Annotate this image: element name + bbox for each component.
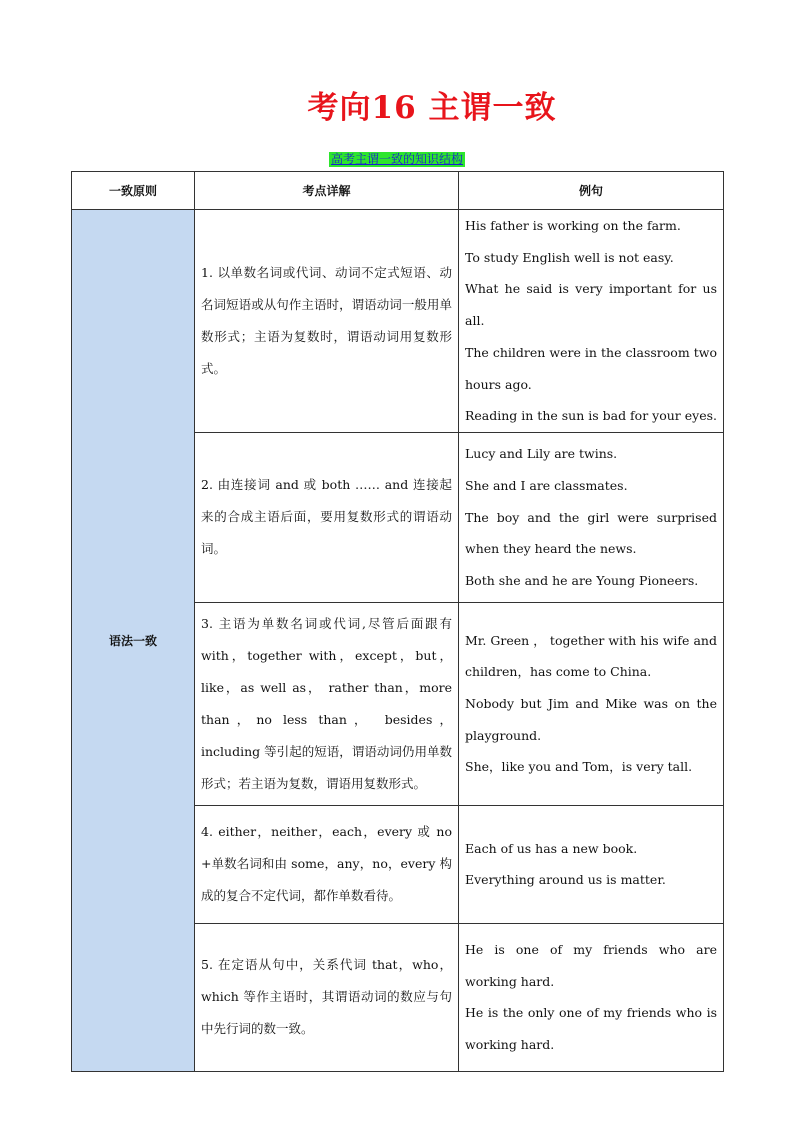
- example-sentence: She and I are classmates.: [465, 477, 628, 493]
- detail-cell: 2. 由连接词 and 或 both …… and 连接起来的合成主语后面，要用复数形式的谓语动词。: [195, 432, 459, 602]
- example-sentence: The children were in the classroom two hours ago.: [465, 344, 717, 392]
- header-detail: 考点详解: [195, 172, 459, 210]
- detail-cell: 3. 主语为单数名词或代词,尽管后面跟有 with，together with，except，but，like，as well as， rather than，more than，no less than， besides，including 等引起的短语，谓语动词仍用单数形式；若主语为复数，谓语用复数形式。: [195, 602, 459, 805]
- header-principle: 一致原则: [72, 172, 195, 210]
- example-sentence: He is one of my friends who are working hard.: [465, 942, 717, 989]
- table-row: [72, 210, 724, 433]
- principle-cell: 语法一致: [72, 210, 195, 1072]
- example-sentence: Nobody but Jim and Mike was on the playground.: [465, 696, 717, 743]
- example-sentence: She，like you and Tom，is very tall.: [465, 759, 693, 775]
- example-cell: [459, 805, 724, 923]
- example-cell: [459, 210, 724, 433]
- example-sentence: Everything around us is matter.: [465, 872, 666, 888]
- section-subtitle: 高考主谓一致的知识结构: [330, 152, 463, 166]
- example-sentence: He is the only one of my friends who is working hard.: [465, 1005, 717, 1053]
- example-sentence: Lucy and Lily are twins.: [465, 446, 618, 462]
- detail-cell: 5. 在定语从句中，关系代词 that，who，which 等作主语时，其谓语动词的数应与句中先行词的数一致。: [195, 923, 459, 1071]
- detail-cell: 4. either，neither，each，every 或 no +单数名词和由 some，any，no，every 构成的复合不定代词，都作单数看待。: [195, 805, 459, 923]
- example-sentence: What he said is very important for us all.: [465, 281, 717, 329]
- example-cell: [459, 923, 724, 1071]
- example-cell: [459, 602, 724, 805]
- example-sentence: His father is working on the farm.: [465, 218, 681, 233]
- example-sentence: The boy and the girl were surprised when they heard the news.: [465, 509, 717, 557]
- example-cell: [459, 432, 724, 602]
- detail-cell: 1. 以单数名词或代词、动词不定式短语、动名词短语或从句作主语时，谓语动词一般用单数形式；主语为复数时，谓语动词用复数形式。: [195, 210, 459, 433]
- grammar-table: [71, 171, 724, 1072]
- table-header-row: [72, 172, 724, 210]
- example-sentence: Both she and he are Young Pioneers.: [465, 572, 699, 588]
- example-sentence: Mr. Green ， together with his wife and children，has come to China.: [465, 632, 717, 680]
- example-sentence: Reading in the sun is bad for your eyes.: [465, 408, 717, 424]
- page-title: 考向16 主谓一致: [307, 90, 557, 126]
- header-example: 例句: [459, 172, 724, 210]
- example-sentence: Each of us has a new book.: [465, 840, 638, 856]
- example-sentence: To study English well is not easy.: [465, 249, 674, 265]
- subtitle-wrap: [0, 148, 794, 167]
